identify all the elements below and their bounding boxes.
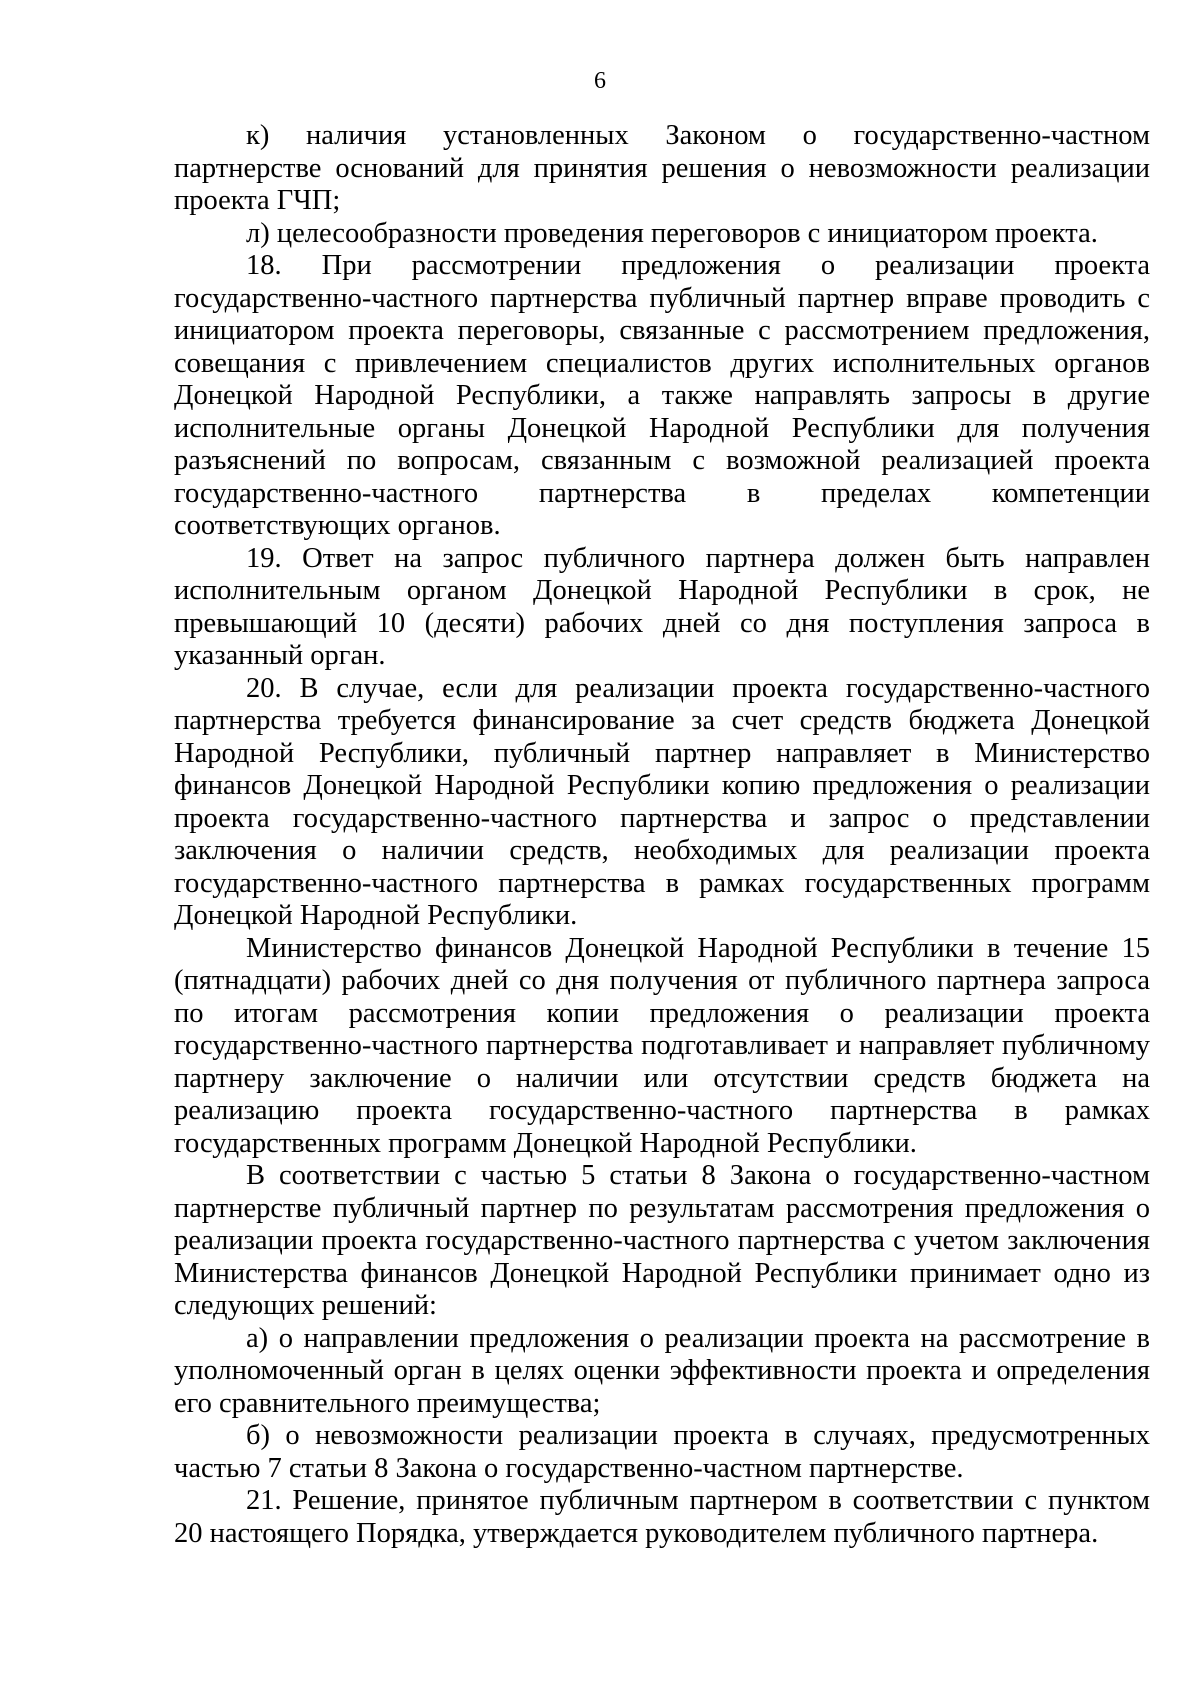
paragraph-item-a: а) о направлении предложения о реализации проекта на рассмотрение в уполномоченный орган в целях оценки эффективности проекта и определения его сравнительного преимущества; <box>174 1322 1150 1419</box>
paragraph-item-b: б) о невозможности реализации проекта в случаях, предусмотренных частью 7 статьи 8 Закона о государственно-частном партнерстве. <box>174 1420 1150 1484</box>
page-number: 6 <box>594 68 606 94</box>
paragraph-decision-intro: В соответствии с частью 5 статьи 8 Закона о государственно-частном партнерстве публичный партнер по результатам рассмотрения предложения о реализации проекта государственно-частного партнерства с учетом заключения Министерства финансов Донецкой Народной Республики принимает одно из следующих решений: <box>174 1160 1150 1321</box>
paragraph-ministry-conclusion: Министерство финансов Донецкой Народной Республики в течение 15 (пятнадцати) рабочих дней со дня получения от публичного партнера запроса по итогам рассмотрения копии предложения о реализации проекта государственно-частного партнерства подготавливает и направляет публичному партнеру заключение о наличии или отсутствии средств бюджета на реализацию проекта государственно-частного партнерства в рамках государственных программ Донецкой Народной Республики. <box>174 932 1150 1159</box>
paragraph-item-k: к) наличия установленных Законом о государственно-частном партнерстве оснований для принятия решения о невозможности реализации проекта ГЧП; <box>174 120 1150 216</box>
paragraph-item-l: л) целесообразности проведения переговоров с инициатором проекта. <box>246 217 1098 249</box>
paragraph-clause-19: 19. Ответ на запрос публичного партнера должен быть направлен исполнительным органом Донецкой Народной Республики в срок, не превышающий 10 (десяти) рабочих дней со дня поступления запроса в указанный орган. <box>174 542 1150 671</box>
paragraph-clause-20: 20. В случае, если для реализации проекта государственно-частного партнерства требуется финансирование за счет средств бюджета Донецкой Народной Республики, публичный партнер направляет в Министерство финансов Донецкой Народной Республики копию предложения о реализации проекта государственно-частного партнерства и запрос о представлении заключения о наличии средств, необходимых для реализации проекта государственно-частного партнерства в рамках государственных программ Донецкой Народной Республики. <box>174 672 1150 931</box>
paragraph-clause-21: 21. Решение, принятое публичным партнером в соответствии с пунктом 20 настоящего Порядка, утверждается руководителем публичного партнера. <box>174 1485 1150 1549</box>
paragraph-clause-18: 18. При рассмотрении предложения о реализации проекта государственно-частного партнерства публичный партнер вправе проводить с инициатором проекта переговоры, связанные с рассмотрением предложения, совещания с привлечением специалистов других исполнительных органов Донецкой Народной Республики, а также направлять запросы в другие исполнительные органы Донецкой Народной Республики для получения разъяснений по вопросам, связанным с возможной реализацией проекта государственно-частного партнерства в пределах компетенции соответствующих органов. <box>174 250 1150 541</box>
document-body <box>174 120 1150 1550</box>
